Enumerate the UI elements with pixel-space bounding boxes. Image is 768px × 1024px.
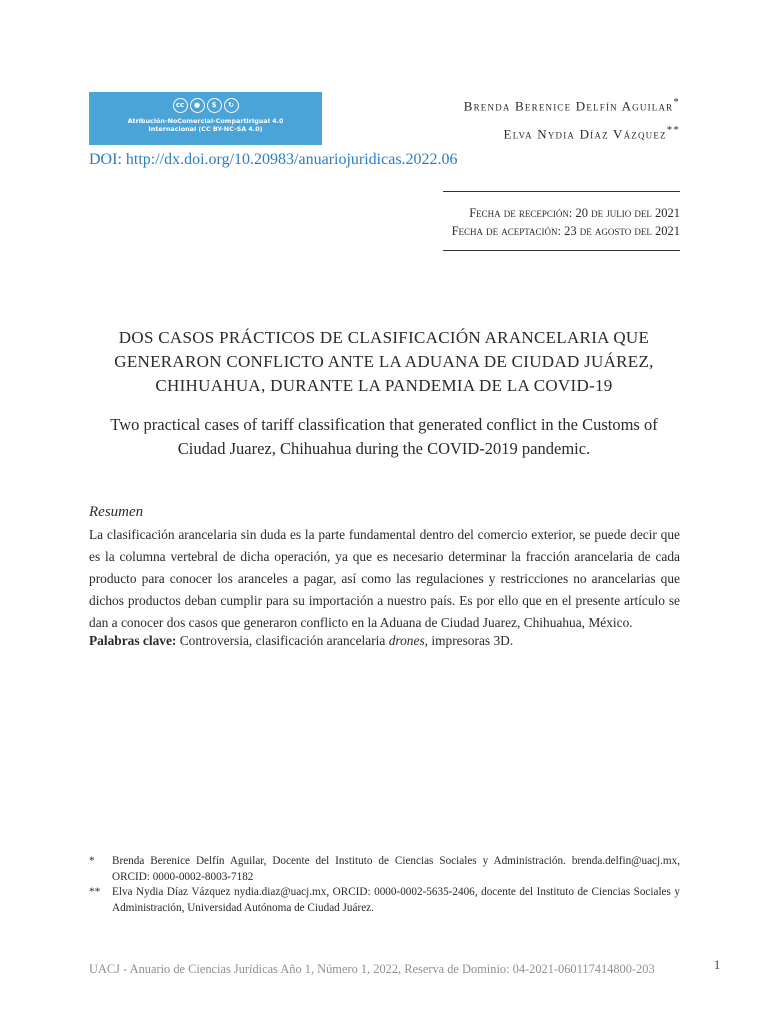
keywords-italic: drones (388, 633, 425, 648)
cc-license-icons (89, 98, 322, 114)
title-es-line: CHIHUAHUA, DURANTE LA PANDEMIA DE LA COVID-19 (155, 376, 613, 395)
license-badge[interactable] (89, 92, 322, 145)
publication-dates (443, 191, 680, 251)
author-name: Brenda Berenice Delfín Aguilar (463, 98, 674, 114)
page-number: 1 (714, 958, 721, 972)
author-mark: * (673, 96, 680, 108)
journal-footer: UACJ - Anuario de Ciencias Jurídicas Año 1, Número 1, 2022, Reserva de Dominio: 04-2021-060117414800-203 (89, 962, 655, 976)
abstract-body: La clasificación arancelaria sin duda es la parte fundamental dentro del comercio exterior, se puede decir que es la columna vertebral de dicha operación, ya que es necesario determinar la fracción arancelaria de cada producto para conocer los aranceles a pagar, así como las regulaciones y restricciones no arancelarias que dichos productos deban cumplir para su importación a nuestro país. Es por ello que en el presente artículo se dan a conocer dos casos que generaron conflicto en la Aduana de Ciudad Juarez, Chihuahua, México. (89, 527, 680, 630)
title-english (90, 413, 678, 461)
received-date: Fecha de recepción: 20 de julio del 2021 (469, 206, 680, 220)
keywords-text: Controversia, clasificación arancelaria (176, 633, 389, 648)
keywords-text-end: , impresoras 3D. (424, 633, 514, 648)
keywords-label: Palabras clave: (89, 633, 177, 648)
title-es-line: GENERARON CONFLICTO ANTE LA ADUANA DE CIUDAD JUÁREZ, (114, 352, 654, 371)
author-2 (464, 118, 680, 146)
attribution-icon: ● (190, 98, 205, 113)
abstract-heading: Resumen (89, 504, 144, 520)
footnote-2 (89, 884, 680, 916)
accepted-date: Fecha de aceptación: 23 de agosto del 2021 (451, 224, 680, 238)
title-spanish (90, 326, 678, 398)
author-name: Elva Nydia Díaz Vázquez (503, 126, 667, 142)
footnote-1 (89, 853, 680, 885)
footnote-mark: * (89, 855, 95, 867)
title-es-line: DOS CASOS PRÁCTICOS DE CLASIFICACIÓN ARANCELARIA QUE (118, 328, 650, 347)
license-line-1: Atribución-NoComercial-CompartirIgual 4.0 (127, 117, 284, 125)
footnote-text: Elva Nydia Díaz Vázquez nydia.diaz@uacj.mx, ORCID: 0000-0002-5635-2406, docente del Instituto de Ciencias Sociales y Administración, Universidad Autónoma de Ciudad Juárez. (112, 886, 680, 914)
footnote-mark: ** (89, 886, 101, 898)
noncommercial-icon: $ (207, 98, 222, 113)
author-mark: ** (666, 124, 680, 137)
cc-icon: cc (173, 98, 188, 113)
author-list (464, 90, 680, 147)
title-en-line: Two practical cases of tariff classification that generated conflict in the Customs of (110, 415, 658, 434)
sharealike-icon: ↻ (224, 98, 239, 113)
doi-link[interactable]: DOI: http://dx.doi.org/10.20983/anuariojuridicas.2022.06 (89, 151, 458, 168)
license-line-2: Internacional (CC BY-NC-SA 4.0) (148, 125, 263, 133)
footnote-text: Brenda Berenice Delfín Aguilar, Docente del Instituto de Ciencias Sociales y Administración. brenda.delfin@uacj.mx, ORCID: 0000-0002-8003-7182 (112, 855, 680, 883)
author-1 (464, 90, 680, 118)
title-en-line: Ciudad Juarez, Chihuahua during the COVID-2019 pandemic. (177, 439, 591, 458)
keywords (89, 630, 513, 652)
